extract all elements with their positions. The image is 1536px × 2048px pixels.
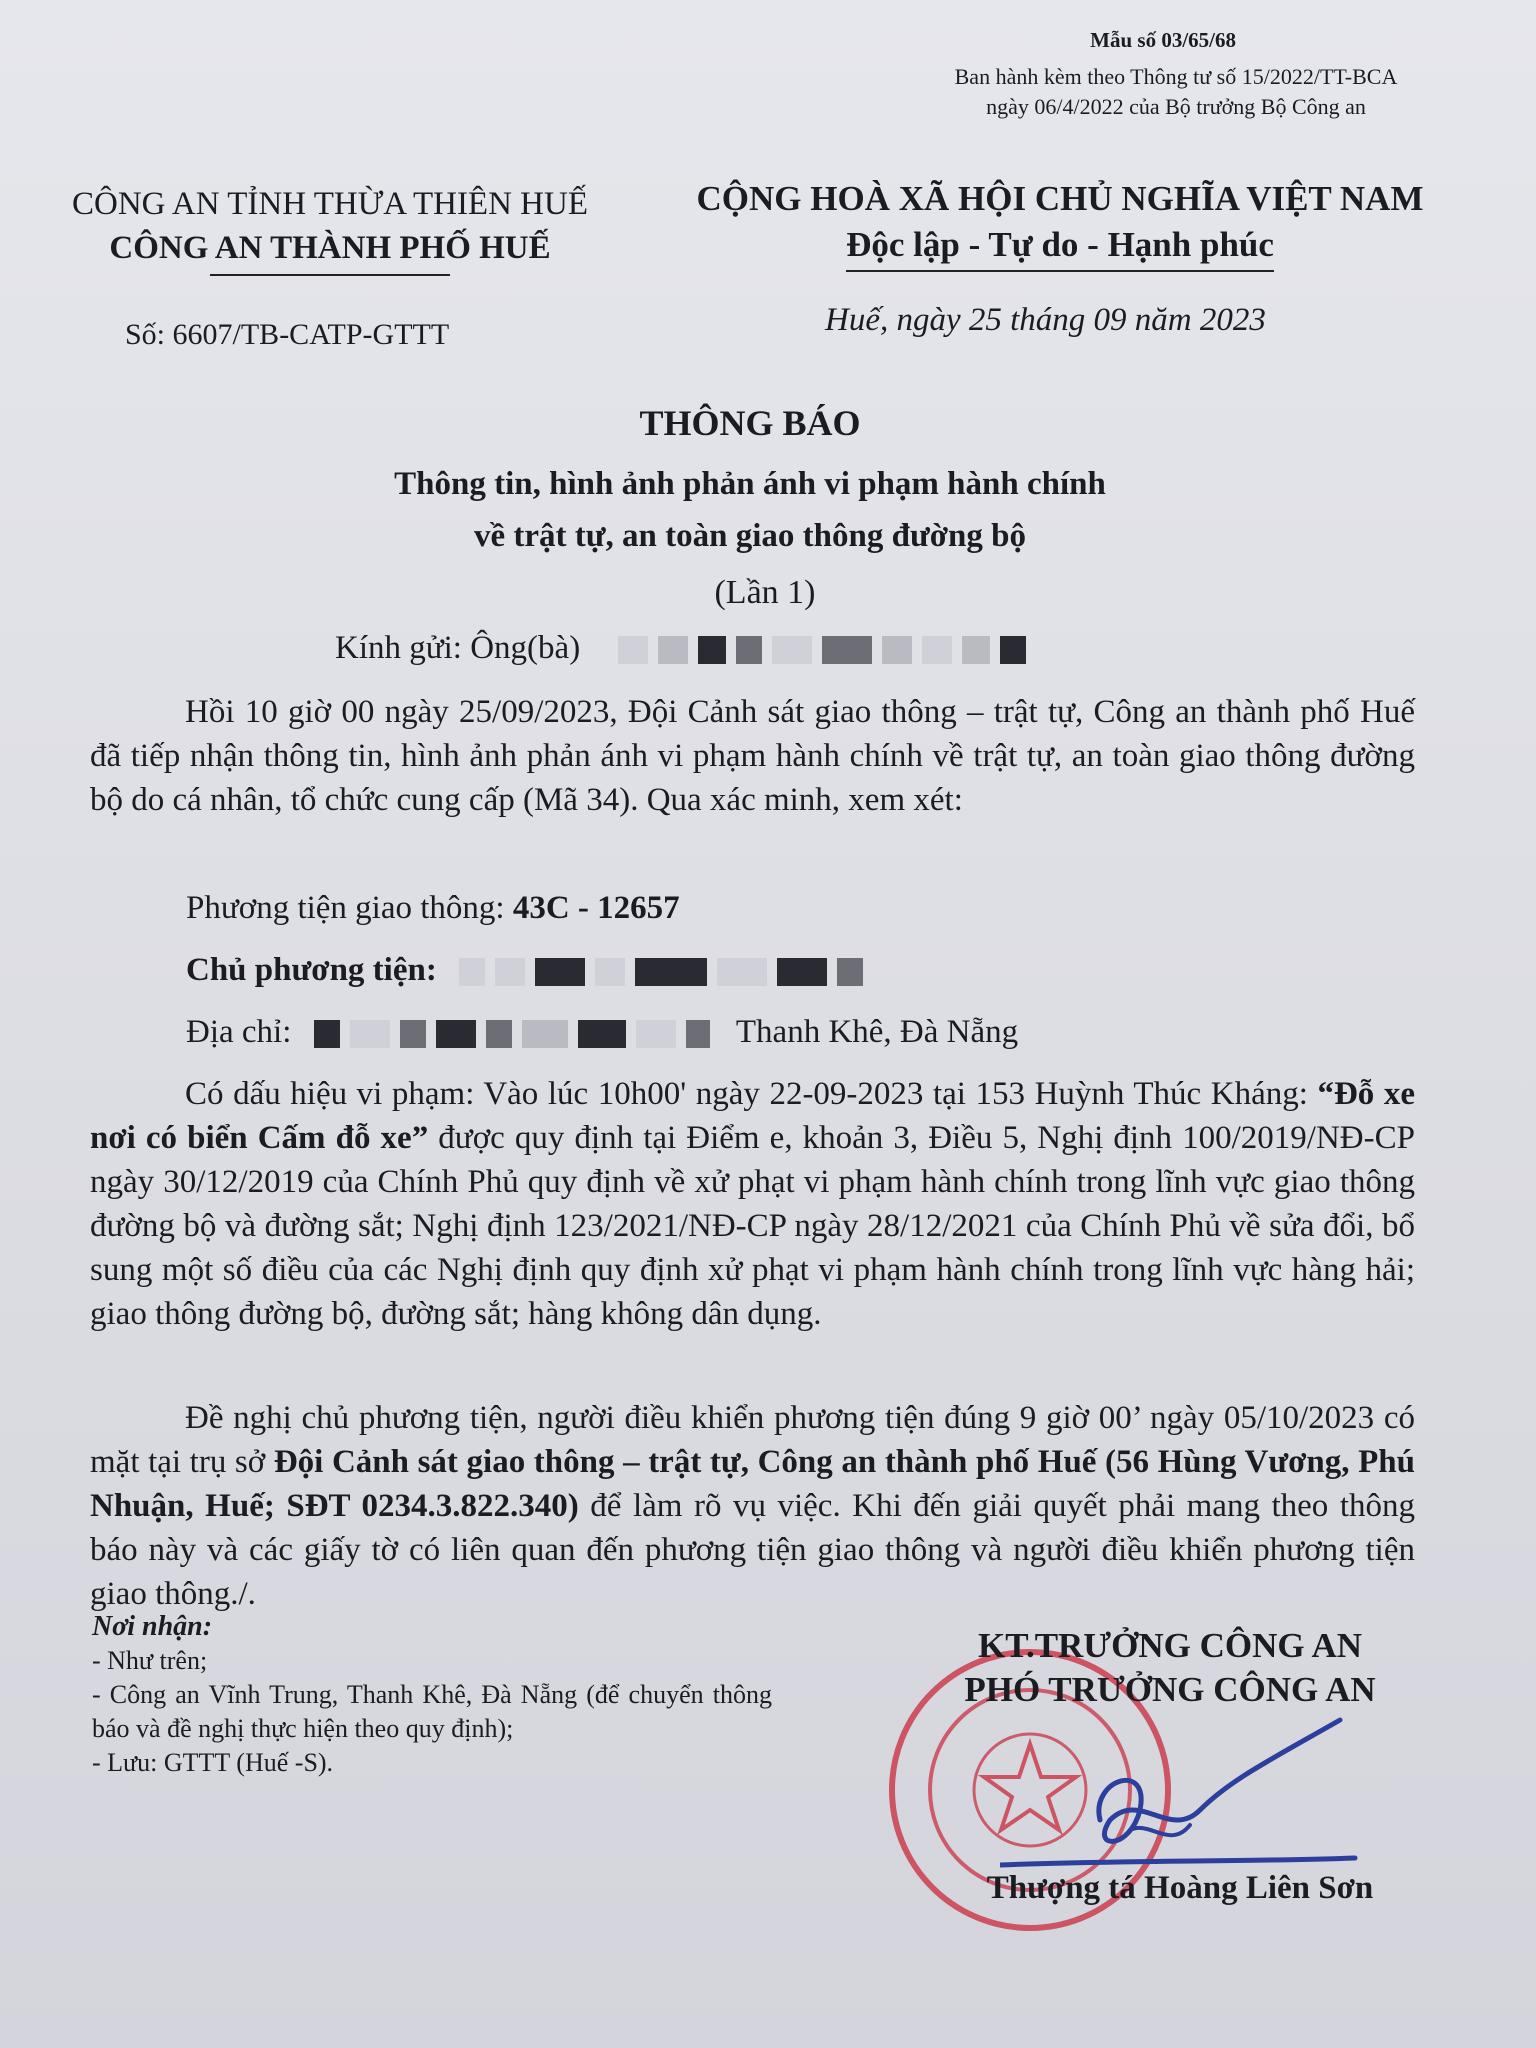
paragraph-violation: [90, 1072, 1415, 1336]
vehicle-line: [186, 890, 680, 927]
paragraph-intro: Hồi 10 giờ 00 ngày 25/09/2023, Đội Cảnh sát giao thông – trật tự, Công an thành phố Huế đã tiếp nhận thông tin, hình ảnh phản ánh vi phạm hành chính về trật tự, an toàn giao thông đường bộ do cá nhân, tổ chức cung cấp (Mã 34). Qua xác minh, xem xét:: [90, 694, 1415, 818]
place-and-date: Huế, ngày 25 tháng 09 năm 2023: [825, 302, 1266, 338]
agency-underline: [210, 274, 450, 276]
addressee-label: Kính gửi: Ông(bà): [335, 630, 581, 666]
agency-parent: CÔNG AN TỈNH THỪA THIÊN HUẾ: [71, 186, 588, 222]
request-rest: để làm rõ vụ việc. Khi đến giải quyết phải mang theo thông báo này và các giấy tờ có liên quan đến phương tiện giao thông và người điều khiển phương tiện giao thông./.: [90, 1488, 1415, 1612]
violation-legal-basis: được quy định tại Điểm e, khoản 3, Điều 5, Nghị định 100/2019/NĐ-CP ngày 30/12/2019 của Chính Phủ quy định về xử phạt vi phạm hành chính trong lĩnh vực giao thông đường bộ và đường sắt; Nghị định 123/2021/NĐ-CP ngày 28/12/2021 của Chính Phủ về sửa đổi, bổ sung một số điều của các Nghị định quy định xử phạt vi phạm hành chính trong lĩnh vực hàng hải; giao thông đường bộ, đường sắt; hàng không dân dụng.: [90, 1120, 1415, 1332]
subtitle-line-2: về trật tự, an toàn giao thông đường bộ: [473, 518, 1026, 554]
violation-act: “Đỗ xe nơi có biển Cấm đỗ xe”: [90, 1076, 1415, 1156]
national-heading: [650, 176, 1470, 272]
form-reference: [896, 62, 1456, 122]
recipients-block: [92, 1610, 772, 1780]
agency-name: CÔNG AN THÀNH PHỐ HUẾ: [109, 230, 551, 266]
handwritten-signature: [1000, 1700, 1380, 1880]
redacted-address: [314, 1020, 720, 1048]
signature-title-line-1: KT.TRƯỞNG CÔNG AN: [977, 1626, 1363, 1665]
form-reference-line-1: Ban hành kèm theo Thông tư số 15/2022/TT-BCA: [954, 64, 1398, 89]
owner-label: Chủ phương tiện:: [186, 952, 437, 988]
owner-line: [186, 952, 873, 989]
redacted-owner: [459, 958, 873, 986]
paragraph-request: [90, 1396, 1415, 1616]
subtitle-line-1: Thông tin, hình ảnh phản ánh vi phạm hành chính: [394, 466, 1106, 502]
recipient-item: - Như trên;: [92, 1646, 208, 1675]
recipient-item: - Lưu: GTTT (Huế -S).: [92, 1748, 334, 1777]
signer-name: Thượng tá Hoàng Liên Sơn: [986, 1870, 1374, 1906]
document-number: Số: 6607/TB-CATP-GTTT: [125, 318, 450, 351]
vehicle-label: Phương tiện giao thông:: [186, 890, 513, 926]
address-line: [186, 1014, 1018, 1051]
nation-name: CỘNG HOÀ XÃ HỘI CHỦ NGHĨA VIỆT NAM: [696, 179, 1424, 218]
redacted-name: [618, 636, 1036, 664]
license-plate: 43C - 12657: [512, 890, 680, 926]
issuing-agency: [30, 182, 630, 276]
signature-title: [860, 1624, 1480, 1712]
form-number: Mẫu số 03/65/68: [1090, 28, 1236, 52]
addressee-line: [335, 630, 1036, 667]
violation-lead: Có dấu hiệu vi phạm: Vào lúc 10h00' ngày 22-09-2023 tại 153 Huỳnh Thúc Kháng:: [185, 1076, 1318, 1112]
recipient-item: - Công an Vĩnh Trung, Thanh Khê, Đà Nẵng (để chuyển thông báo và đề nghị thực hiện theo quy định);: [92, 1680, 772, 1743]
form-reference-line-2: ngày 06/4/2022 của Bộ trưởng Bộ Công an: [986, 94, 1366, 119]
recipients-heading: Nơi nhận:: [92, 1611, 213, 1642]
document-title: THÔNG BÁO: [639, 403, 861, 443]
address-label: Địa chỉ:: [186, 1014, 292, 1050]
notice-round: (Lần 1): [714, 574, 816, 611]
address-visible: Thanh Khê, Đà Nẵng: [735, 1014, 1019, 1050]
request-lead: Đề nghị chủ phương tiện, người điều khiển phương tiện đúng 9 giờ 00’ ngày 05/10/2023 có mặt tại trụ sở: [90, 1400, 1415, 1480]
document-subtitle: [0, 458, 1500, 562]
signature-title-line-2: PHÓ TRƯỞNG CÔNG AN: [964, 1670, 1376, 1709]
national-motto: Độc lập - Tự do - Hạnh phúc: [846, 222, 1274, 272]
request-office: Đội Cảnh sát giao thông – trật tự, Công an thành phố Huế (56 Hùng Vương, Phú Nhuận, Huế; SĐT 0234.3.822.340): [90, 1444, 1415, 1524]
